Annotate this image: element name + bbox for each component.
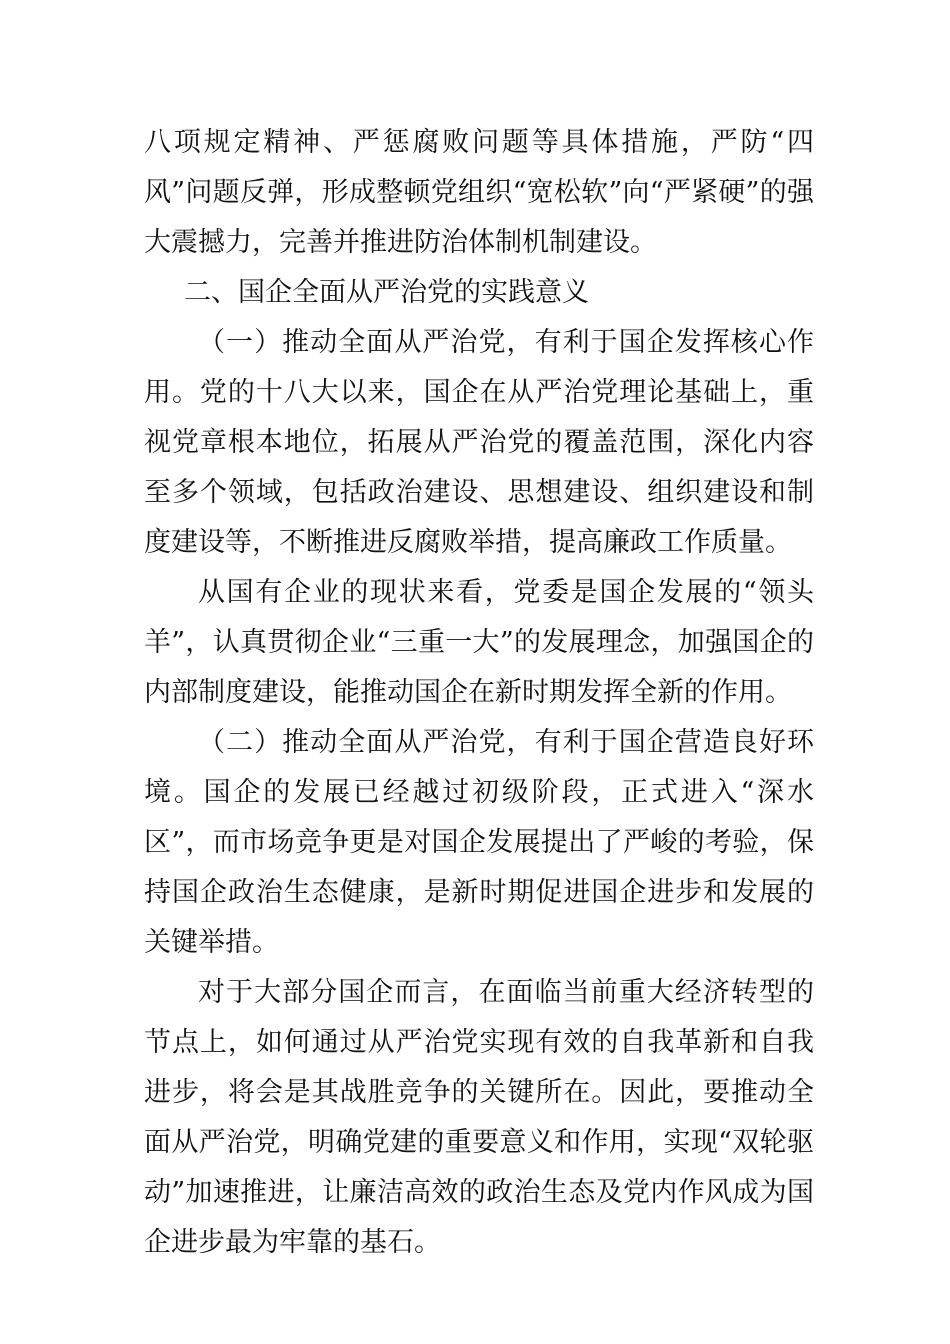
subsection-paragraph-2: （二）推动全面从严治党，有利于国企营造良好环境。国企的发展已经越过初级阶段，正式进入“深水区”，而市场竞争更是对国企发展提出了严峻的考验，保持国企政治生态健康，是新时期促进国企进步和发展的关键举措。 [144, 727, 814, 958]
subsection-paragraph-1: （一）推动全面从严治党，有利于国企发挥核心作用。党的十八大以来，国企在从严治党理论基础上，重视党章根本地位，拓展从严治党的覆盖范围，深化内容至多个领域，包括政治建设、思想建设、组织建设和制度建设等，不断推进反腐败举措，提高廉政工作质量。 [144, 327, 814, 558]
paragraph-transition: 对于大部分国企而言，在面临当前重大经济转型的节点上，如何通过从严治党实现有效的自我革新和自我进步，将会是其战胜竞争的关键所在。因此，要推动全面从严治党，明确党建的重要意义和作用，实现“双轮驱动”加速推进，让廉洁高效的政治生态及党内作风成为国企进步最为牢靠的基石。 [144, 977, 814, 1258]
paragraph-continuation: 八项规定精神、严惩腐败问题等具体措施，严防“四风”问题反弹，形成整顿党组织“宽松软”向“严紧硬”的强大震撼力，完善并推进防治体制机制建设。 [144, 127, 814, 258]
paragraph-party-committee: 从国有企业的现状来看，党委是国企发展的“领头羊”，认真贯彻企业“三重一大”的发展理念，加强国企的内部制度建设，能推动国企在新时期发挥全新的作用。 [144, 577, 814, 708]
document-body [144, 118, 814, 1268]
section-heading: 二、国企全面从严治党的实践意义 [184, 277, 589, 308]
